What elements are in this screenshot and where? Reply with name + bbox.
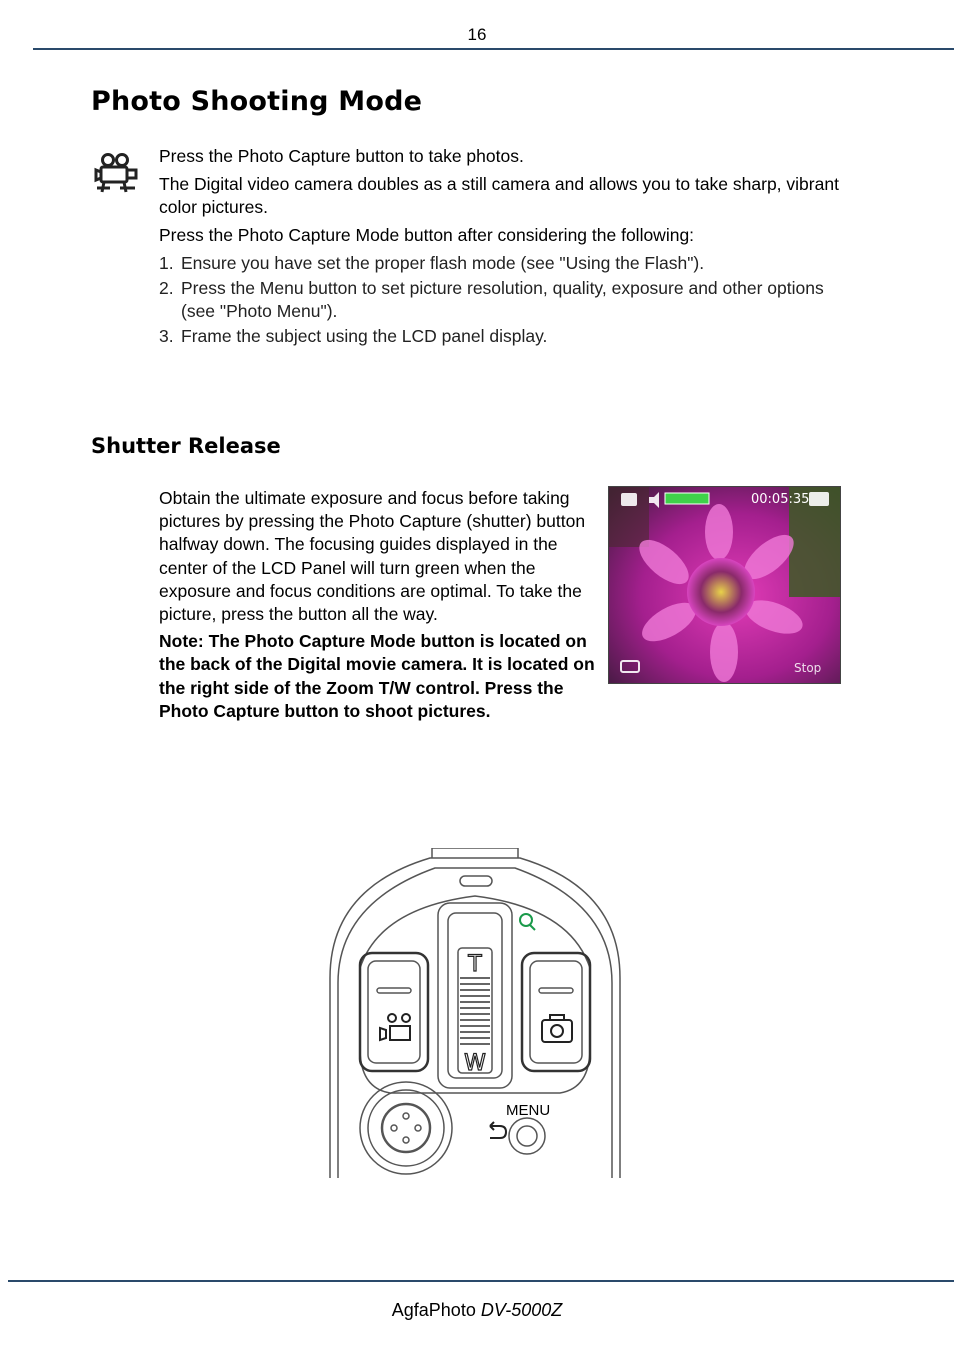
step-number: 1. <box>159 253 174 273</box>
shutter-paragraph: Obtain the ultimate exposure and focus before taking pictures by pressing the Photo Capture (shutter) button halfway down. The focusing guides displayed in the center of the LCD Panel will turn green when the exposure and focus conditions are optimal. To take the picture, press the button all the way. <box>159 488 586 625</box>
footer-brand: AgfaPhoto <box>391 1300 476 1320</box>
zoom-wide-label: W <box>464 1051 486 1076</box>
footer <box>0 1300 954 1321</box>
menu-button-label: MENU <box>506 1102 551 1119</box>
shutter-section <box>159 487 604 727</box>
list-item <box>159 252 839 275</box>
lcd-stop-label: Stop <box>794 661 822 675</box>
footer-model: DV-5000Z <box>480 1300 563 1320</box>
intro-section <box>159 145 839 350</box>
step-number: 3. <box>159 326 174 346</box>
list-item <box>159 277 839 323</box>
lcd-screen-image <box>608 486 841 684</box>
zoom-magnifier-icon <box>520 914 535 930</box>
list-item <box>159 325 839 348</box>
battery-indicator <box>665 493 709 504</box>
step-text: Ensure you have set the proper flash mode (see "Using the Flash"). <box>181 253 705 273</box>
step-text: Press the Menu button to set picture resolution, quality, exposure and other options (see "Photo Menu"). <box>181 278 824 321</box>
intro-paragraph: Press the Photo Capture Mode button after considering the following: <box>159 225 695 245</box>
page-title: Photo Shooting Mode <box>91 86 423 117</box>
flower-photo <box>609 487 841 684</box>
step-number: 2. <box>159 278 174 298</box>
page-number: 16 <box>467 25 487 44</box>
steps-list <box>159 252 839 348</box>
intro-paragraph: Press the Photo Capture button to take photos. <box>159 146 524 166</box>
footer-rule <box>8 1280 954 1282</box>
header-rule <box>33 48 954 50</box>
step-text: Frame the subject using the LCD panel display. <box>181 326 548 346</box>
video-camera-icon <box>92 152 140 198</box>
section-title: Shutter Release <box>91 434 281 458</box>
zoom-tele-label: T <box>468 952 482 977</box>
recording-time: 00:05:35 <box>751 492 810 507</box>
intro-paragraph: The Digital video camera doubles as a still camera and allows you to take sharp, vibrant color pictures. <box>159 174 839 217</box>
shutter-note: Note: The Photo Capture Mode button is located on the back of the Digital movie camera. It is located on the right side of the Zoom T/W control. Press the Photo Capture button to shoot pictures. <box>159 631 595 721</box>
camera-back-illustration <box>320 848 630 1193</box>
